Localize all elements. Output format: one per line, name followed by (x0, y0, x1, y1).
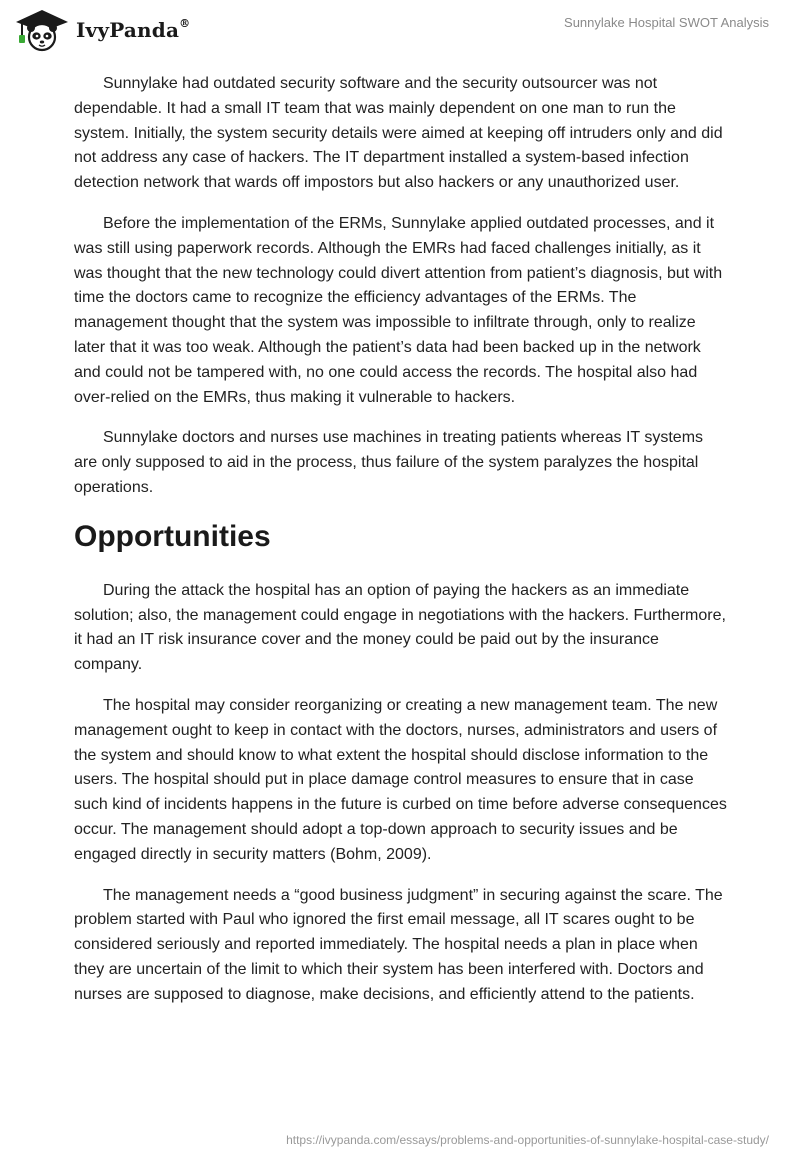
paragraph: The management needs a “good business judgment” in securing against the scare. The problem started with Paul who ignored the first email message, all IT scares ought to be considered seriously and reported immediately. The hospital needs a plan in place when they are uncertain of the limit to which their system has been interfered with. Doctors and nurses are supposed to diagnose, make decisions, and efficiently attend to the patients. (74, 886, 723, 1003)
paragraph: During the attack the hospital has an option of paying the hackers as an immediate solution; also, the management could engage in negotiations with the hackers. Furthermore, it had an IT risk insurance cover and the money could be paid out by the insurance company. (74, 581, 726, 674)
brand-logo[interactable] (14, 8, 190, 52)
article-body (74, 72, 728, 1024)
page-header (0, 0, 800, 60)
brand-name: IvyPanda® (76, 17, 191, 42)
paragraph: Sunnylake had outdated security software and the security outsourcer was not dependable. It had a small IT team that was mainly dependent on one man to run the system. Initially, the system security details were aimed at keeping off intruders only and did not address any case of hackers. The IT department installed a system-based infection detection network that wards off impostors but also hackers or any unauthorized user. (74, 75, 723, 192)
paragraph: Before the implementation of the ERMs, Sunnylake applied outdated processes, and it was still using paperwork records. Although the EMRs had faced challenges initially, as it was thought that the new technology could divert attention from patient’s diagnosis, but with time the doctors came to recognize the efficiency advantages of the ERMs. The management thought that the system was impossible to infiltrate through, only to realize later that it was too weak. Although the patient’s data had been backed up in the network and could not be tampered with, no one could access the records. The hospital also had over-relied on the EMRs, thus making it vulnerable to hackers. (74, 214, 723, 406)
source-url-link[interactable]: https://ivypanda.com/essays/problems-and-opportunities-of-sunnylake-hospital-case-study/ (286, 1133, 769, 1147)
paragraph: Sunnylake doctors and nurses use machines in treating patients whereas IT systems are only supposed to aid in the process, thus failure of the system paralyzes the hospital operations. (74, 429, 704, 496)
section-heading-opportunities: Opportunities (74, 519, 271, 553)
document-title: Sunnylake Hospital SWOT Analysis (564, 15, 769, 30)
panda-graduate-icon (14, 8, 70, 52)
paragraph: The hospital may consider reorganizing or creating a new management team. The new management ought to keep in contact with the doctors, nurses, administrators and users of the system and should know to what extent the hospital should disclose information to the users. The hospital should put in place damage control measures to ensure that in case such kind of incidents happens in the future is curbed on time before adverse consequences occur. The management should adopt a top-down approach to security issues and be engaged directly in security matters (Bohm, 2009). (74, 696, 727, 863)
registered-mark: ® (179, 17, 191, 31)
